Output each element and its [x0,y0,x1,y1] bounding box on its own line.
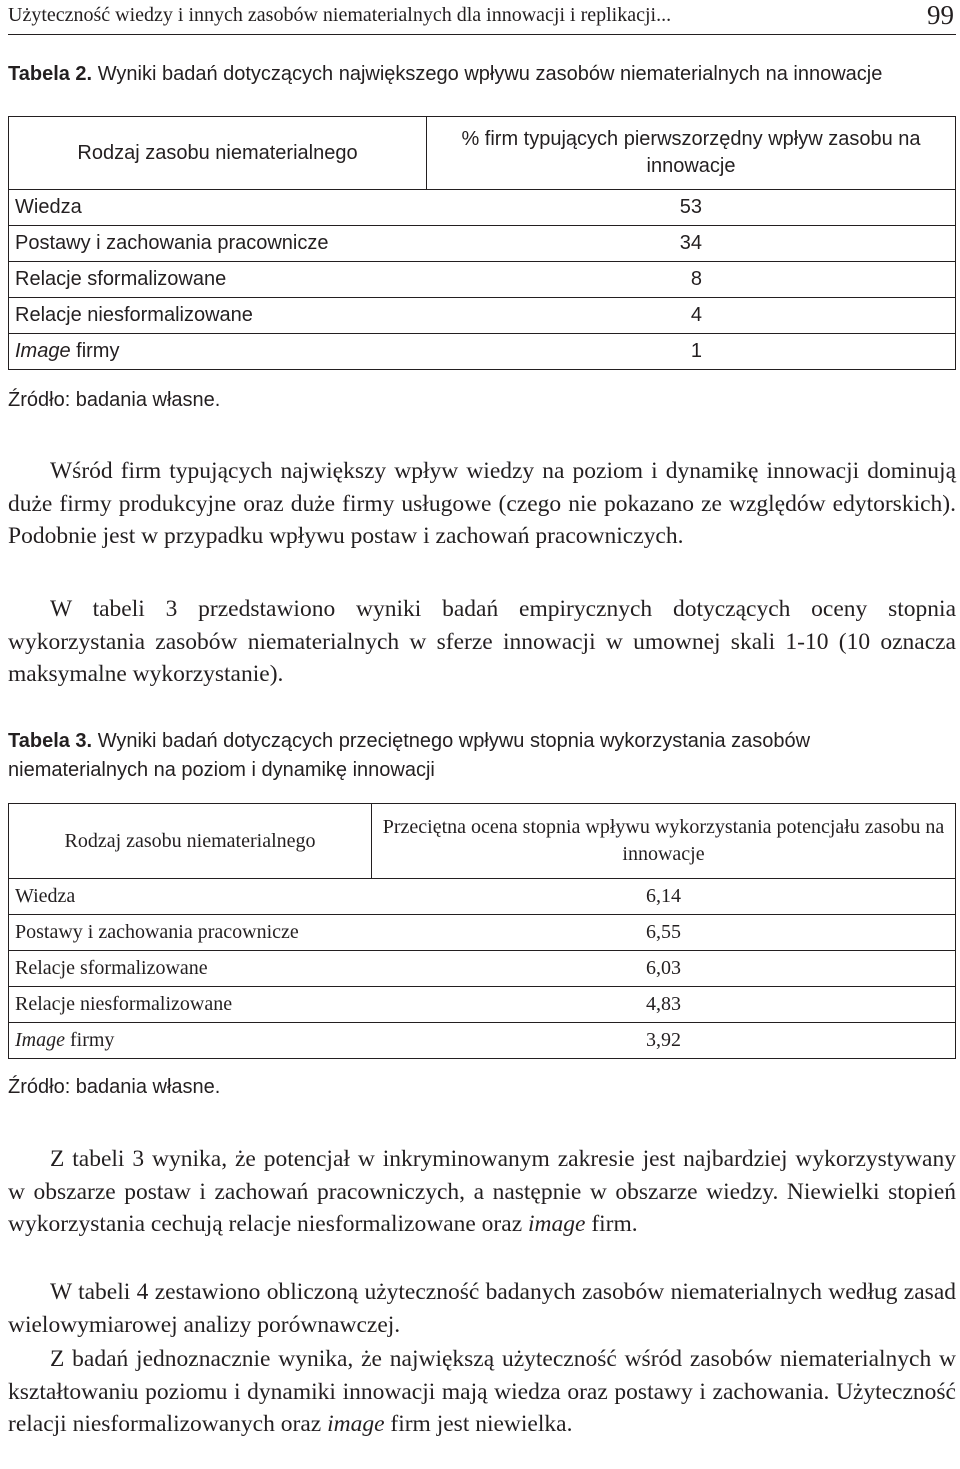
row-value: 6,55 [646,921,681,943]
body-paragraph-3-italic: image [528,1211,586,1237]
body-paragraph-1-text: Wśród firm typujących największy wpływ wiedzy na poziom i dynamikę innowacji dominują duże firmy produkcyjne oraz duże firmy usługowe (czego nie pokazano ze względów edytorskich). Podobnie jest w przypadku wpływu postaw i zachowań pracowniczych. [8,458,956,549]
table-header-row [9,117,956,190]
table-row [9,190,956,226]
row-value: 1 [690,340,702,362]
row-label: Relacje niesformalizowane [15,304,253,326]
table-row [9,951,956,987]
table-row [9,879,956,915]
row-value: 6,14 [646,885,681,907]
row-label: Postawy i zachowania pracownicze [15,921,299,943]
column-header-rating: Przeciętna ocena stopnia wpływu wykorzystania potencjału zasobu na innowacje [372,804,956,879]
table3-caption [8,727,953,785]
body-paragraph-3 [8,1143,956,1241]
column-header-resource: Rodzaj zasobu niematerialnego [9,117,427,190]
table2-caption [8,60,953,89]
row-label: Relacje sformalizowane [15,957,208,979]
body-paragraph-1 [8,455,956,553]
row-label-italic: Image [15,1029,65,1051]
table-row [9,226,956,262]
table-row [9,915,956,951]
row-label [15,1029,114,1051]
body-paragraph-4 [8,1276,956,1341]
body-paragraph-5-text-a: Z badań jednoznacznie wynika, że największą użyteczność wśród zasobów niematerialnych w kształtowaniu poziomu i dynamiki innowacji mają wiedza oraz postawy i zachowania. Użyteczność relacji niesformalizowanych oraz [8,1346,956,1437]
table-row [9,262,956,298]
running-header [8,0,956,35]
table3 [8,803,956,1059]
body-paragraph-2-text: W tabeli 3 przedstawiono wyniki badań empirycznych dotyczących oceny stopnia wykorzystania zasobów niematerialnych w sferze innowacji w umownej skali 1-10 (10 oznacza maksymalne wykorzystanie). [8,596,956,687]
row-label: Relacje niesformalizowane [15,993,233,1015]
table3-source: Źródło: badania własne. [8,1076,221,1098]
row-label-rest: firmy [64,1029,115,1051]
table-header-row [9,804,956,879]
row-label [15,340,119,362]
table3-label: Tabela 3. [8,730,93,752]
body-paragraph-3-text-a: Z tabeli 3 wynika, że potencjał w inkryminowanym zakresie jest najbardziej wykorzystywany w obszarze postaw i zachowań pracowniczych, a następnie w obszarze wiedzy. Niewielki stopień wykorzystania cechują relacje niesformalizowane oraz [8,1146,956,1237]
running-header-title: Użyteczność wiedzy i innych zasobów niematerialnych dla innowacji i replikacji... [8,4,672,26]
row-value: 4 [690,304,702,326]
body-paragraph-5 [8,1343,956,1441]
body-paragraph-2 [8,593,956,691]
row-label-rest: firmy [70,340,120,362]
page-number: 99 [927,0,954,30]
table-row [9,334,956,370]
row-value: 3,92 [646,1029,681,1051]
table2-source: Źródło: badania własne. [8,389,221,411]
table-row [9,1023,956,1059]
column-header-percent: % firm typujących pierwszorzędny wpływ zasobu na innowacje [427,117,956,190]
row-label: Wiedza [15,196,82,218]
table-row [9,298,956,334]
row-label-italic: Image [15,340,71,362]
table2-label: Tabela 2. [8,63,93,85]
table2-caption-text: Wyniki badań dotyczących największego wpływu zasobów niematerialnych na innowacje [97,63,883,85]
table-row [9,987,956,1023]
row-value: 53 [679,196,702,218]
body-paragraph-4-text: W tabeli 4 zestawiono obliczoną użyteczność badanych zasobów niematerialnych według zasad wielowymiarowej analizy porównawczej. [8,1279,956,1338]
row-value: 34 [679,232,702,254]
body-paragraph-5-text-b: firm jest niewielka. [384,1411,573,1437]
row-value: 8 [690,268,702,290]
row-value: 6,03 [646,957,681,979]
row-label: Relacje sformalizowane [15,268,227,290]
body-paragraph-5-italic: image [327,1411,385,1437]
table2 [8,116,956,370]
table3-caption-text: Wyniki badań dotyczących przeciętnego wpływu stopnia wykorzystania zasobów niematerialnych na poziom i dynamikę innowacji [8,730,811,781]
column-header-resource: Rodzaj zasobu niematerialnego [9,804,372,879]
body-paragraph-3-text-b: firm. [585,1211,638,1237]
row-label: Wiedza [15,885,76,907]
row-value: 4,83 [646,993,681,1015]
row-label: Postawy i zachowania pracownicze [15,232,329,254]
